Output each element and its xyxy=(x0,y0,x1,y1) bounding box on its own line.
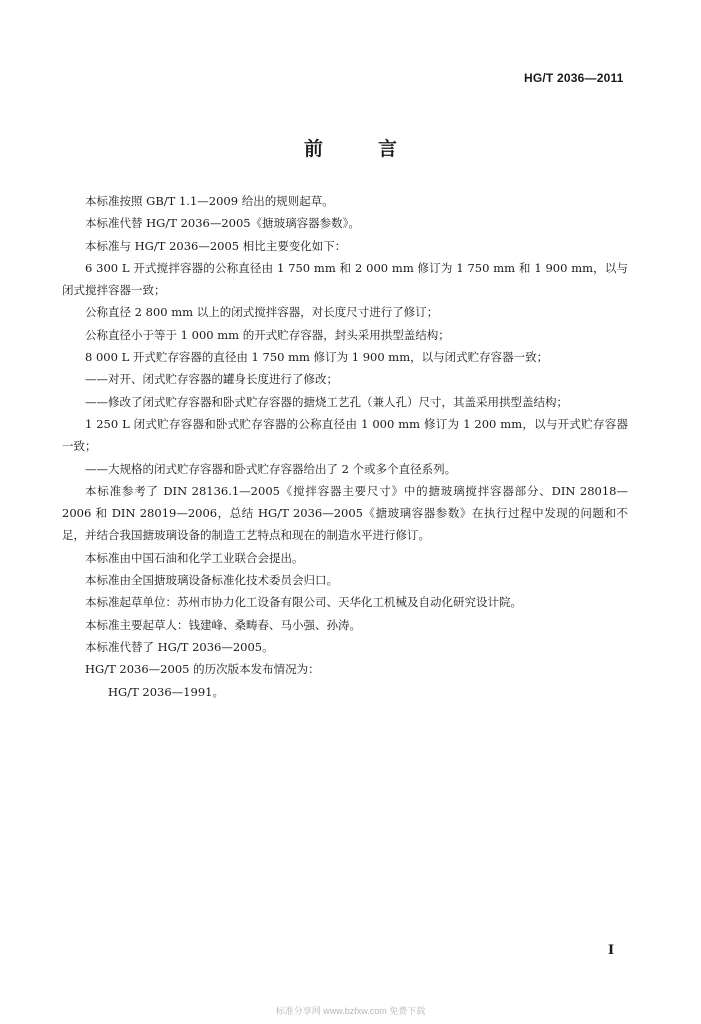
history-item: HG/T 2036—1991。 xyxy=(108,684,224,699)
paragraph: 本标准由全国搪玻璃设备标准化技术委员会归口。 xyxy=(85,573,338,588)
change-item: 6 300 L 开式搅拌容器的公称直径由 1 750 mm 和 2 000 mm 修订为 1 750 mm 和 1 900 mm，以与闭式搅拌容器一致； xyxy=(62,260,628,298)
change-item: 公称直径 2 800 mm 以上的闭式搅拌容器，对长度尺寸进行了修订； xyxy=(85,305,439,320)
paragraph: HG/T 2036—2005 的历次版本发布情况为： xyxy=(85,662,320,677)
watermark: 标准分享网 www.bzfxw.com 免费下载 xyxy=(275,1006,426,1016)
change-item: 公称直径小于等于 1 000 mm 的开式贮存容器，封头采用拱型盖结构； xyxy=(85,327,450,342)
change-item: 8 000 L 开式贮存容器的直径由 1 750 mm 修订为 1 900 mm，以与闭式贮存容器一致； xyxy=(85,350,549,365)
paragraph: 本标准代替 HG/T 2036—2005《搪玻璃容器参数》。 xyxy=(85,216,360,231)
paragraph: 本标准与 HG/T 2036—2005 相比主要变化如下： xyxy=(85,238,347,253)
paragraph: 本标准代替了 HG/T 2036—2005。 xyxy=(85,639,274,654)
paragraph: 本标准参考了 DIN 28136.1—2005《搅拌容器主要尺寸》中的搪玻璃搅拌容器部分、DIN 28018—2006 和 DIN 28019—2006，总结 HG/T 2036—2005《搪玻璃容器参数》在执行过程中发现的问题和不足，并结合我国搪玻璃设备的制造工艺特点和现在的制造水平进行修订。 xyxy=(62,483,628,543)
change-item: ——大规格的闭式贮存容器和卧式贮存容器给出了 2 个或多个直径系列。 xyxy=(85,461,457,476)
change-item: 1 250 L 闭式贮存容器和卧式贮存容器的公称直径由 1 000 mm 修订为 1 200 mm，以与开式贮存容器一致； xyxy=(62,416,628,454)
paragraph: 本标准由中国石油和化学工业联合会提出。 xyxy=(85,550,304,565)
paragraph: 本标准起草单位：苏州市协力化工设备有限公司、天华化工机械及自动化研究设计院。 xyxy=(85,595,522,610)
paragraph: 本标准按照 GB/T 1.1—2009 给出的规则起草。 xyxy=(85,194,334,208)
page-title: 前 言 xyxy=(303,138,415,160)
change-item: ——修改了闭式贮存容器和卧式贮存容器的搪烧工艺孔（兼人孔）尺寸，其盖采用拱型盖结构； xyxy=(85,394,568,409)
standard-code: HG/T 2036—2011 xyxy=(524,71,624,85)
body-text xyxy=(62,190,628,703)
page-number: I xyxy=(608,943,615,958)
paragraph: 本标准主要起草人：钱建峰、桑畴春、马小强、孙涛。 xyxy=(85,617,361,632)
change-item: ——对开、闭式贮存容器的罐身长度进行了修改； xyxy=(85,372,338,387)
